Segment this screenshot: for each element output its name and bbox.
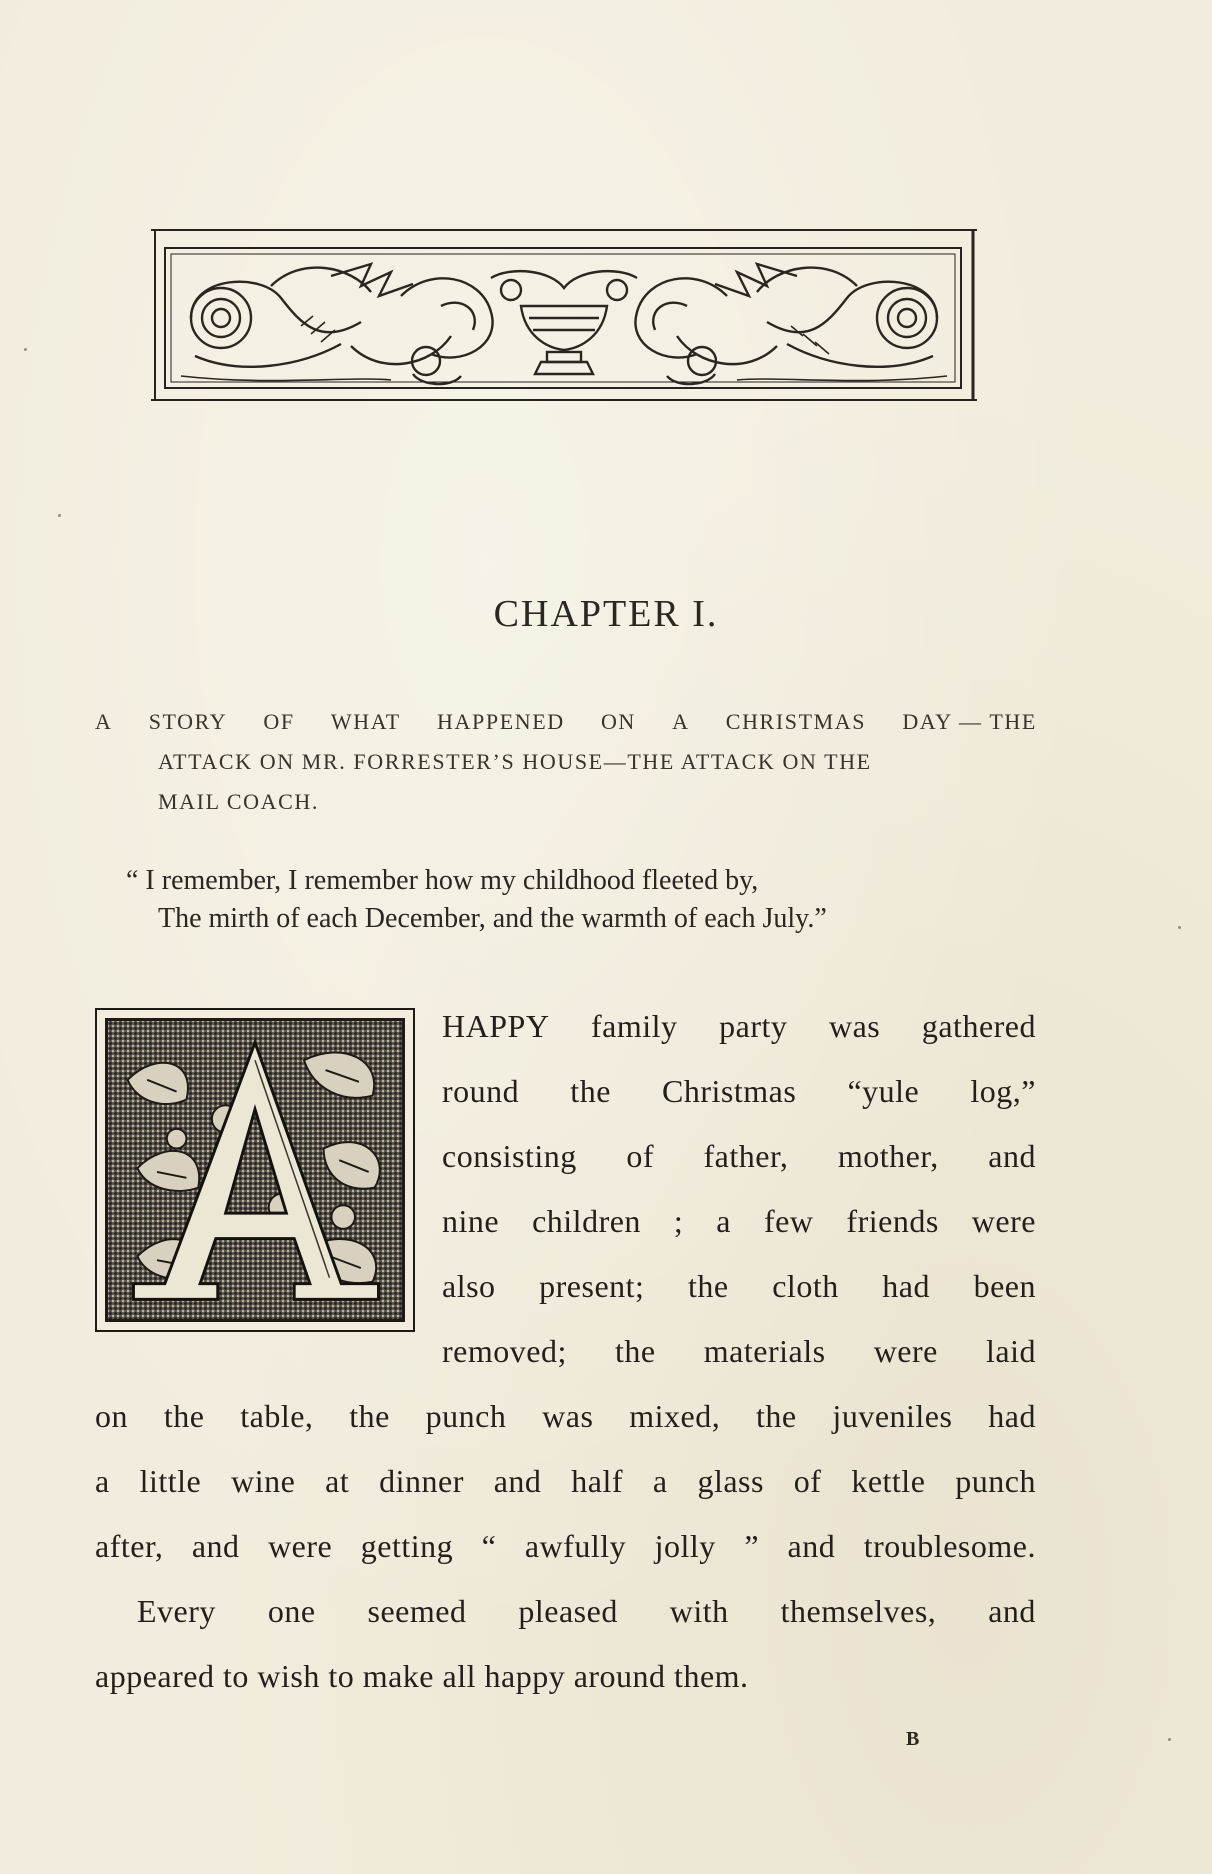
signature-mark: B	[906, 1728, 921, 1750]
word: dinner	[379, 1463, 464, 1499]
word: pleased	[518, 1593, 618, 1629]
paragraph-1-line	[95, 1528, 1036, 1565]
word: nine	[442, 1203, 500, 1239]
word: on	[95, 1398, 128, 1434]
word: laid	[986, 1333, 1036, 1369]
word: the	[349, 1398, 390, 1434]
word: troublesome.	[863, 1528, 1036, 1564]
word: getting	[360, 1528, 454, 1564]
ornamental-headpiece	[151, 226, 977, 404]
word: was	[542, 1398, 594, 1434]
paper-speck	[1168, 1738, 1171, 1741]
word: been	[973, 1268, 1036, 1304]
word: HAPPY	[442, 1008, 550, 1044]
synopsis-word: WHAT	[330, 709, 401, 734]
word: family	[591, 1008, 678, 1044]
word: at	[325, 1463, 350, 1499]
word: table,	[240, 1398, 314, 1434]
word: was	[828, 1008, 881, 1044]
word: little	[139, 1463, 202, 1499]
epigraph-line-2: The mirth of each December, and the warmth of each July.”	[158, 903, 827, 934]
word: a	[652, 1463, 668, 1499]
paragraph-2-line: appeared to wish to make all happy around them.	[95, 1658, 749, 1694]
word: the	[570, 1073, 611, 1109]
word: and	[787, 1528, 836, 1564]
word: kettle	[851, 1463, 926, 1499]
epigraph-line-1: “ I remember, I remember how my childhood fleeted by,	[126, 865, 759, 896]
synopsis-line-1	[95, 702, 1037, 742]
word: seemed	[367, 1593, 467, 1629]
word: wine	[231, 1463, 296, 1499]
word: of	[626, 1138, 654, 1174]
word: with	[669, 1593, 729, 1629]
word: the	[163, 1398, 205, 1434]
word: half	[571, 1463, 624, 1499]
chapter-title: CHAPTER I.	[493, 593, 719, 635]
word: and	[988, 1593, 1036, 1629]
synopsis-word: A	[672, 709, 690, 734]
word: mother,	[837, 1138, 939, 1174]
word: the	[688, 1268, 729, 1304]
word: punch	[955, 1463, 1036, 1499]
word: themselves,	[780, 1593, 937, 1629]
paper-speck	[24, 348, 27, 351]
word: gathered	[921, 1008, 1036, 1044]
word: ;	[673, 1203, 684, 1239]
synopsis-word: A	[95, 709, 113, 734]
paragraph-1-line	[95, 1398, 1036, 1435]
word: a	[95, 1463, 110, 1499]
word: were	[971, 1203, 1036, 1239]
paragraph-1-line	[442, 1073, 1036, 1110]
decorated-initial-a	[95, 1008, 415, 1332]
synopsis-word: STORY	[148, 709, 228, 734]
chapter-synopsis	[95, 702, 1037, 822]
word: father,	[703, 1138, 789, 1174]
word: consisting	[442, 1138, 577, 1174]
word: Christmas	[662, 1073, 797, 1109]
word: “yule	[847, 1073, 920, 1109]
word: awfully	[524, 1528, 627, 1564]
paragraph-1-line	[442, 1203, 1036, 1240]
word: present;	[539, 1268, 645, 1304]
decorated-initial-frame	[105, 1018, 405, 1322]
word: log,”	[970, 1073, 1036, 1109]
synopsis-word: ON	[600, 709, 636, 734]
paper-speck	[1178, 926, 1181, 929]
synopsis-word: OF	[263, 709, 295, 734]
word: punch	[425, 1398, 507, 1434]
synopsis-line-2: ATTACK ON MR. FORRESTER’S HOUSE—THE ATTACK ON THE	[158, 749, 872, 774]
word: juveniles	[832, 1398, 953, 1434]
word: and	[988, 1138, 1036, 1174]
synopsis-word: DAY — THE	[902, 709, 1037, 734]
word: removed;	[442, 1333, 567, 1369]
word: and	[493, 1463, 542, 1499]
synopsis-line-3: MAIL COACH.	[158, 789, 320, 814]
word: the	[756, 1398, 797, 1434]
word: few	[763, 1203, 814, 1239]
word: “	[481, 1528, 497, 1564]
synopsis-word: CHRISTMAS	[725, 709, 867, 734]
synopsis-word: HAPPENED	[437, 709, 565, 734]
word: Every	[137, 1593, 216, 1629]
word: mixed,	[629, 1398, 721, 1434]
word: after,	[95, 1528, 164, 1564]
word: the	[615, 1333, 656, 1369]
word: had	[882, 1268, 930, 1304]
word: were	[268, 1528, 333, 1564]
word: children	[532, 1203, 641, 1239]
word: party	[719, 1008, 788, 1044]
paragraph-1-line	[442, 1008, 1036, 1045]
paper-speck	[58, 514, 61, 517]
paragraph-1-line	[442, 1268, 1036, 1305]
paragraph-1-line	[442, 1333, 1036, 1370]
paragraph-1-line	[95, 1463, 1036, 1500]
word: of	[793, 1463, 822, 1499]
paragraph-1-line	[442, 1138, 1036, 1175]
word: round	[442, 1073, 520, 1109]
word: had	[988, 1398, 1036, 1434]
word: also	[442, 1268, 496, 1304]
word: ”	[744, 1528, 760, 1564]
initial-letter-illustration	[108, 1021, 402, 1319]
word: cloth	[772, 1268, 839, 1304]
word: were	[873, 1333, 938, 1369]
paragraph-2-line	[137, 1593, 1036, 1630]
word: materials	[703, 1333, 826, 1369]
word: glass	[697, 1463, 764, 1499]
word: jolly	[654, 1528, 716, 1564]
word: friends	[846, 1203, 939, 1239]
word: one	[267, 1593, 316, 1629]
word: and	[191, 1528, 240, 1564]
epigraph	[126, 862, 1026, 938]
word: a	[716, 1203, 731, 1239]
